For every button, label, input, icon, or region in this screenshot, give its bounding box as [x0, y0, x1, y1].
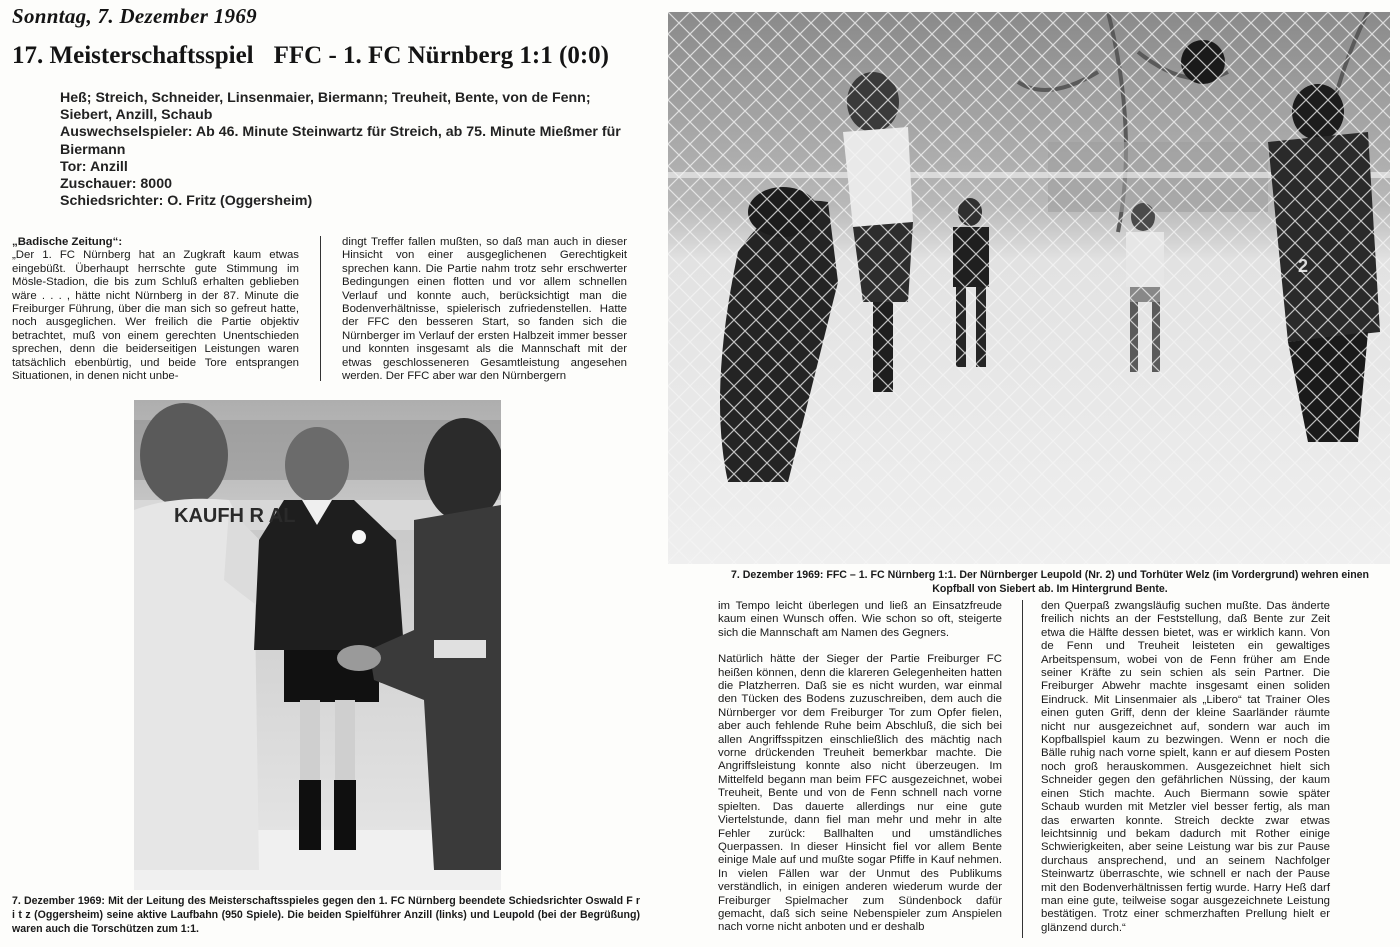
page-date: Sonntag, 7. Dezember 1969	[12, 4, 257, 28]
report-paragraph-1: im Tempo leicht überlegen und ließ an Einsatzfreude kaum einen Wunsch offen. Wie schon so oft, steigerte sich die Mannschaft am Namen des Gegners.	[718, 600, 1002, 639]
match-result: FFC - 1. FC Nürnberg 1:1 (0:0)	[273, 42, 609, 69]
press-review-text-1: „Der 1. FC Nürnberg hat an Zugkraft kaum etwas eingebüßt. Überhaupt herrschte gute Stimmung im Mösle-Stadion, die bis zum Schluß erhalten geblieben wäre . . . , hätte nicht Nürnberg in der 87. Minute die Freiburger Führung, über die man sich so gefreut hatte, noch ausgeglichen. Wer freilich die Partie objektiv betrachtet, muß von einem gerechten Unentschieden sprechen, denn die beiderseitigen Leistungen waren tatsächlich ebenbürtig, und beide Tore entsprangen Situationen, in denen nicht unbe-	[12, 249, 299, 383]
spectators: Zuschauer: 8000	[60, 176, 172, 193]
handshake-photo	[134, 400, 501, 890]
press-source: „Badische Zeitung“:	[12, 236, 123, 248]
report-column-3	[718, 600, 1002, 935]
handshake-photo-illustration	[134, 400, 501, 890]
goalmouth-photo-caption: 7. Dezember 1969: FFC – 1. FC Nürnberg 1:1. Der Nürnberger Leupold (Nr. 2) und Torhüter Welz (im Vordergrund) wehren einen Kopfball von Siebert ab. Im Hintergrund Bente.	[730, 569, 1370, 596]
match-label: 17. Meisterschaftsspiel	[12, 42, 254, 69]
match-title	[12, 42, 609, 70]
report-column-4	[1041, 600, 1330, 935]
press-review-text-2: dingt Treffer fallen mußten, so daß man auch in dieser Hinsicht von einer ausgeglichenen Gerechtigkeit sprechen kann. Die Partie nahm trotz sehr erschwerter Bedingungen einen flotten und vor allem schnellen Verlauf und konnte auch, berücksichtigt man die Bodenverhältnisse, spielerisch zufriedenstellen. Hatte der FFC den besseren Start, so fanden sich die Nürnberger im Verlauf der ersten Halbzeit immer besser und konnten insgesamt als die Mannschaft mit der etwas geschlosseneren Gesamtleistung angesehen werden. Der FFC aber war den Nürnbergern	[342, 236, 627, 383]
handshake-photo-caption: 7. Dezember 1969: Mit der Leitung des Meisterschaftsspieles gegen den 1. FC Nürnberg beendete Schiedsrichter Oswald F r i t z (Oggersheim) seine aktive Laufbahn (950 Spiele). Die beiden Spielführer Anzill (links) und Leupold (bei der Begrüßung) waren auch die Torschützen zum 1:1.	[12, 895, 640, 936]
match-facts	[60, 90, 640, 210]
goalmouth-photo	[668, 12, 1390, 564]
report-paragraph-3: den Querpaß zwangsläufig suchen mußte. Das änderte freilich nichts an der Feststellung, daß Bente zur Zeit etwa die Hälfte dessen bietet, was er wirklich kann. Von de Fenn und Treuheit leisteten ein gewaltiges Arbeitspensum, wobei von de Fenn früher am Ende seiner Kräfte zu sein schien als sein Partner. Die Freiburger Abwehr machte insgesamt einen soliden Eindruck. Mit Linsenmaier als „Libero“ tat Trainer Oles einen guten Griff, denn der kleine Saarländer räumte nicht nur ausgezeichnet auf, sondern war auch im Kopfballspiel kaum zu bezwingen. Wenn er noch die Bälle ruhig nach vorne spielt, kann er auf diesem Posten noch groß herauskommen. Ausgezeichnet hielt sich Schneider gegen den gefährlichen Nüssing, der kaum einen Stich machte. Auch Biermann sowie später Schaub wurden mit Metzler viel besser fertig, als man das erwarten konnte. Streich deckte zwar etwas leichtsinnig und bekam dadurch mit Rother einige Schwierigkeiten, aber seine Leistung war bis zur Pause durchaus ansprechend, und an seinem Nachfolger Steinwartz überraschte, wie schnell er nach der Pause mit den Bodenverhältnissen fertig wurde. Harry Heß darf man eine gute, teilweise sogar ausgezeichnete Leistung bestätigen. Trotz einer schmerzhaften Prellung hielt er glänzend durch.“	[1041, 600, 1330, 934]
column-divider	[1022, 600, 1023, 938]
referee: Schiedsrichter: O. Fritz (Oggersheim)	[60, 193, 313, 210]
lineup: Heß; Streich, Schneider, Linsenmaier, Biermann; Treuheit, Bente, von de Fenn; Siebert, Anzill, Schaub	[60, 90, 591, 124]
column-divider	[320, 236, 321, 381]
report-paragraph-2: Natürlich hätte der Sieger der Partie Freiburger FC heißen können, denn die klareren Gelegenheiten hatten die Platzherren. Daß sie es nicht wurden, war einmal den Tücken des Bodens zuzuschreiben, dem auch die Nürnberger vor dem Freiburger Tor zum Opfer fielen, aber auch fehlende Ruhe beim Abschluß, die sich bei allen Angriffsspitzen einschließlich des mächtig nach vorne drückenden Treuheit bemerkbar machte. Die Angriffsleistung konnte also nicht überzeugen. Im Mittelfeld begann man beim FFC ausgezeichnet, wobei Treuheit, Bente und von de Fenn schnell nach vorne spielten. Das dauerte allerdings nur eine gute Viertelstunde, dann fiel man mehr und mehr in alte Fehler zurück: Ballhalten und umständliches Querpassen. In dieser Hinsicht fiel vor allem Bente einige Male auf und mußte sogar Pfiffe in Kauf nehmen. In vielen Fällen war der Unmut des Publikums verständlich, in einigen anderen wiederum wurde der Freiburger Spielmacher zum Sündenbock dafür gemacht, daß sich seine Nebenspieler zum Anspielen nach vorne nicht anboten und er deshalb	[718, 653, 1002, 934]
goalmouth-photo-illustration	[668, 12, 1390, 564]
goals: Tor: Anzill	[60, 158, 128, 175]
banner-text: KAUFH R AL	[174, 505, 296, 527]
press-review-column-1	[12, 236, 299, 383]
press-review-column-2	[342, 236, 627, 383]
substitutes: Auswechselspieler: Ab 46. Minute Steinwartz für Streich, ab 75. Minute Mießmer für Biermann	[60, 124, 621, 158]
